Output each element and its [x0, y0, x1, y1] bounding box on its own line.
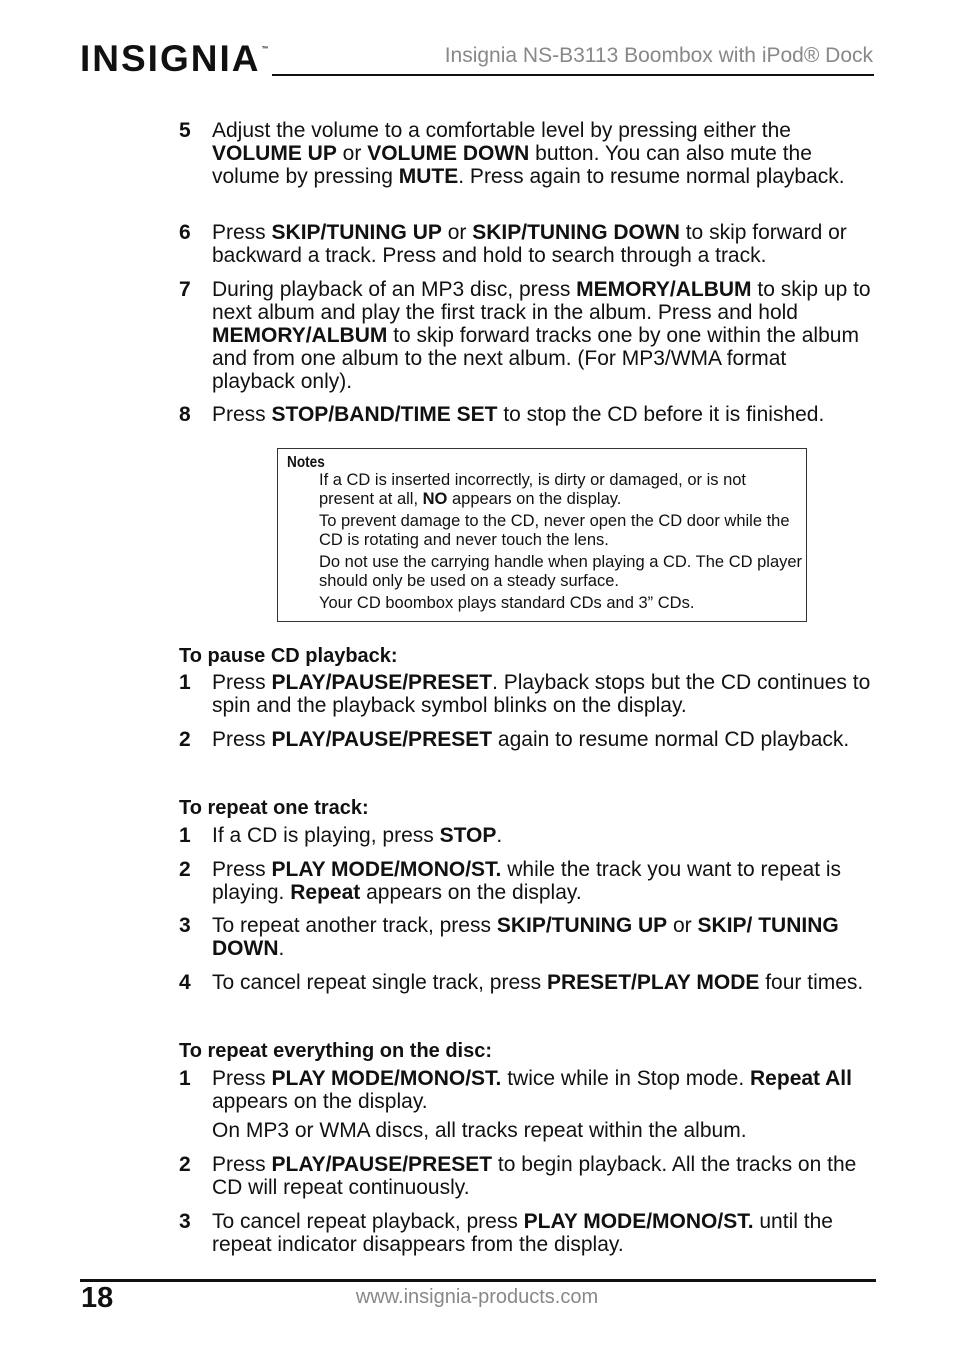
step-item — [179, 1153, 874, 1199]
bold-term: PLAY/PAUSE/PRESET — [271, 1153, 493, 1176]
step-text: Press PLAY MODE/MONO/ST. twice while in Stop mode. Repeat All appears on the display. — [212, 1067, 852, 1113]
step-text: To cancel repeat single track, press PRESET/PLAY MODE four times. — [212, 971, 864, 994]
notes-title: Notes — [287, 454, 325, 471]
step-text: To cancel repeat playback, press PLAY MODE/MONO/ST. until the repeat indicator disappears from the display. — [212, 1210, 833, 1256]
bold-term: PLAY MODE/MONO/ST. — [271, 1067, 502, 1090]
section-heading-repeat-all: To repeat everything on the disc: — [179, 1040, 493, 1062]
step-number: 1 — [179, 671, 191, 694]
step-number: 7 — [179, 278, 191, 301]
bold-term: MEMORY/ALBUM — [212, 324, 388, 347]
trademark-symbol: ™ — [261, 46, 269, 53]
bold-term: VOLUME DOWN — [367, 142, 530, 165]
note-item: If a CD is inserted incorrectly, is dirty or damaged, or is not present at all, NO appears on the display. — [319, 471, 747, 508]
bold-term: SKIP/TUNING UP — [496, 914, 668, 937]
step-number: 2 — [179, 858, 191, 881]
step-number: 2 — [179, 1153, 191, 1176]
step-number: 2 — [179, 728, 191, 751]
step-text: If a CD is playing, press STOP. — [212, 824, 503, 847]
step-item — [179, 914, 874, 960]
step-text: Press STOP/BAND/TIME SET to stop the CD before it is finished. — [212, 403, 825, 426]
step-item — [179, 221, 874, 267]
step-number: 3 — [179, 914, 191, 937]
note-item: Your CD boombox plays standard CDs and 3” CDs. — [319, 594, 695, 612]
step-number: 5 — [179, 119, 191, 142]
step-number: 1 — [179, 1067, 191, 1090]
section-heading-pause: To pause CD playback: — [179, 645, 398, 667]
bold-term: PLAY MODE/MONO/ST. — [523, 1210, 754, 1233]
step-text: Press SKIP/TUNING UP or SKIP/TUNING DOWN to skip forward or backward a track. Press and hold to search through a track. — [212, 221, 847, 267]
bold-term: MEMORY/ALBUM — [576, 278, 752, 301]
bold-term: STOP/BAND/TIME SET — [271, 403, 498, 426]
step-number: 6 — [179, 221, 191, 244]
note-item: To prevent damage to the CD, never open the CD door while the CD is rotating and never touch the lens. — [319, 512, 790, 549]
step-text: To repeat another track, press SKIP/TUNING UP or SKIP/ TUNING DOWN. — [212, 914, 839, 960]
bold-term: Repeat All — [750, 1067, 852, 1090]
bold-term: PRESET/PLAY MODE — [547, 971, 760, 994]
bold-term: Repeat — [290, 881, 361, 904]
bold-term: SKIP/TUNING UP — [271, 221, 442, 244]
notes-box — [277, 448, 807, 622]
step-text: Press PLAY/PAUSE/PRESET again to resume normal CD playback. — [212, 728, 850, 751]
header-title: Insignia NS-B3113 Boombox with iPod® Dock — [444, 44, 873, 67]
logo-text: INSIGNIA — [80, 38, 261, 79]
bold-term: NO — [422, 489, 448, 508]
step-text: Press PLAY/PAUSE/PRESET to begin playback. All the tracks on the CD will repeat continuously. — [212, 1153, 857, 1199]
step-item — [179, 971, 874, 994]
section-heading-repeat-one: To repeat one track: — [179, 797, 369, 819]
step-item — [179, 728, 874, 751]
bold-term: MUTE — [398, 165, 459, 188]
step-text: Adjust the volume to a comfortable level by pressing either the VOLUME UP or VOLUME DOWN button. You can also mute the volume by pressing MUTE. Press again to resume normal playback. — [212, 119, 845, 188]
step-text: During playback of an MP3 disc, press MEMORY/ALBUM to skip up to next album and play the first track in the album. Press and hold MEMORY/ALBUM to skip forward tracks one by one within the album and from one album to the next album. (For MP3/WMA format playback only). — [212, 278, 871, 393]
note-item: Do not use the carrying handle when playing a CD. The CD player should only be used on a steady surface. — [319, 553, 803, 590]
step-item — [179, 824, 874, 847]
step-item — [179, 278, 874, 393]
bold-term: PLAY MODE/MONO/ST. — [271, 858, 502, 881]
step-item — [179, 858, 874, 904]
brand-logo — [80, 38, 268, 80]
step-number: 3 — [179, 1210, 191, 1233]
page-number: 18 — [81, 1282, 114, 1314]
step-item — [179, 1067, 874, 1113]
step-subnote: On MP3 or WMA discs, all tracks repeat within the album. — [212, 1119, 747, 1142]
step-number: 1 — [179, 824, 191, 847]
step-item — [179, 671, 874, 717]
bold-term: STOP — [439, 824, 497, 847]
bold-term: SKIP/TUNING DOWN — [472, 221, 680, 244]
step-item — [179, 403, 874, 426]
step-text: Press PLAY/PAUSE/PRESET. Playback stops but the CD continues to spin and the playback symbol blinks on the display. — [212, 671, 871, 717]
header-divider — [272, 74, 874, 76]
bold-term: SKIP/ TUNING DOWN — [212, 914, 839, 960]
step-item — [179, 119, 874, 188]
bold-term: PLAY/PAUSE/PRESET — [271, 728, 493, 751]
step-item — [179, 1210, 874, 1256]
footer-divider — [80, 1279, 876, 1282]
step-number: 8 — [179, 403, 191, 426]
bold-term: PLAY/PAUSE/PRESET — [271, 671, 493, 694]
bold-term: VOLUME UP — [212, 142, 337, 165]
footer-url: www.insignia-products.com — [355, 1286, 599, 1308]
step-number: 4 — [179, 971, 191, 994]
step-text: Press PLAY MODE/MONO/ST. while the track you want to repeat is playing. Repeat appears on the display. — [212, 858, 842, 904]
